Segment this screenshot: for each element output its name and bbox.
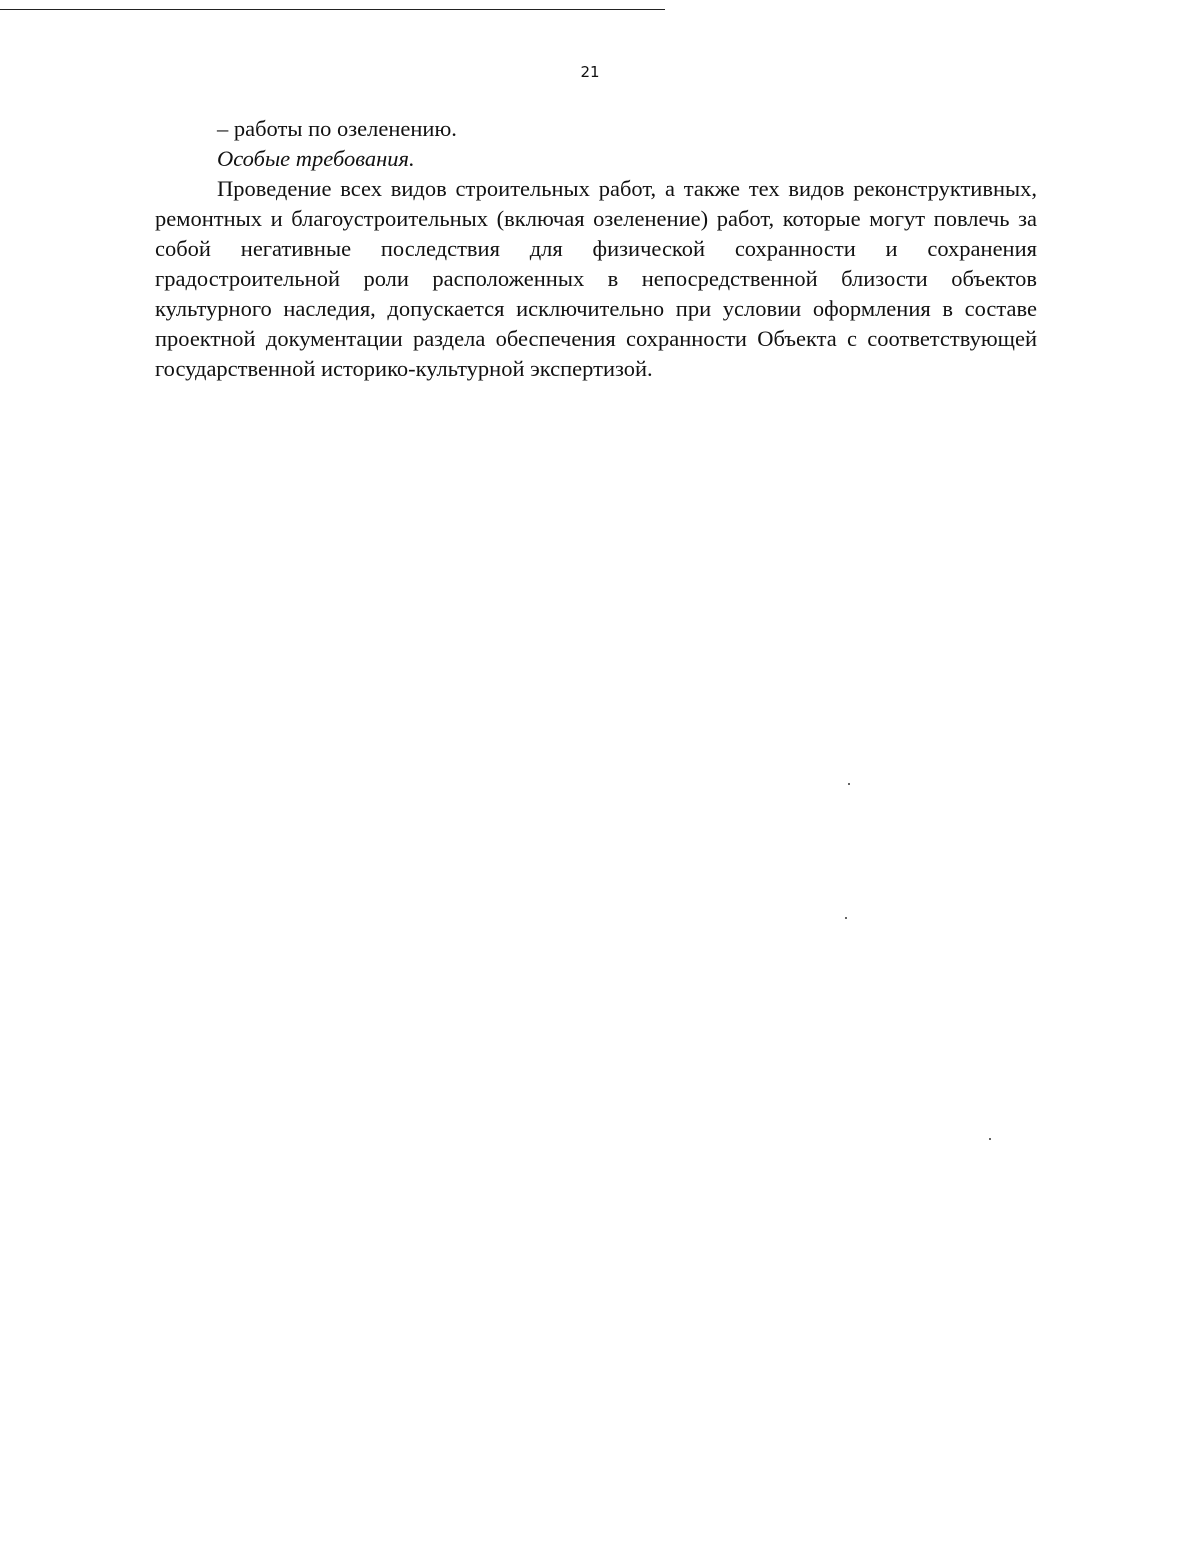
list-item-landscaping: – работы по озеленению. (217, 116, 457, 141)
page-number: 21 (580, 63, 600, 81)
section-heading: Особые требования. (217, 146, 415, 171)
scan-edge-line (0, 9, 665, 10)
document-body (155, 114, 1037, 384)
scan-speck (989, 1138, 991, 1140)
scan-speck (845, 917, 847, 919)
scan-speck (848, 783, 850, 785)
requirements-paragraph: Проведение всех видов строительных работ, а также тех видов реконструктивных, ремонтных и благоустроительных (включая озеленение) работ, которые могут повлечь за собой негативные последствия для физической сохранности и сохранения градостроительной роли расположенных в непосредственной близости объектов культурного наследия, допускается исключительно при условии оформления в составе проектной документации раздела обеспечения сохранности Объекта с соответствующей государственной историко-культурной экспертизой. (155, 176, 1037, 381)
